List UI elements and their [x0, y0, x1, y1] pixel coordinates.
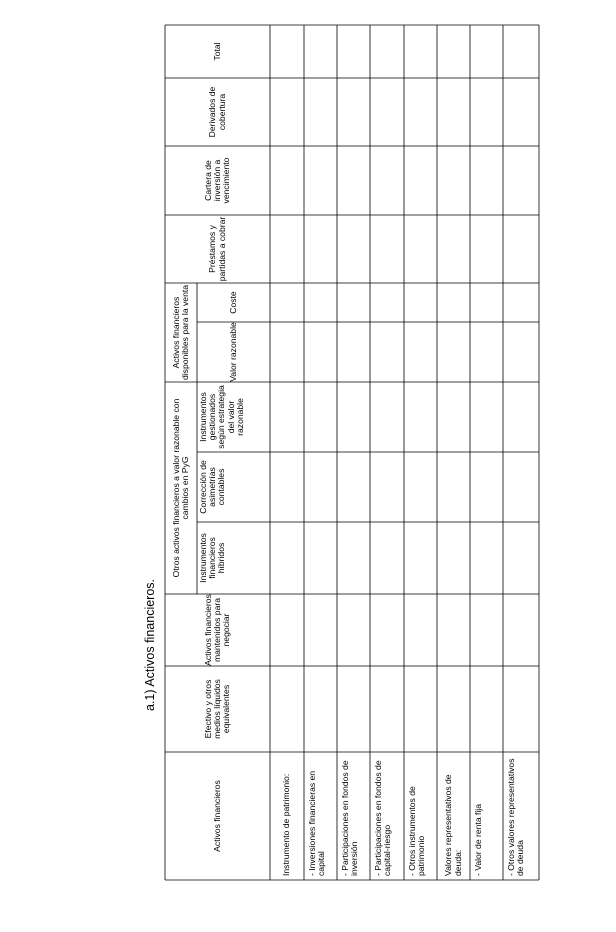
- header-derivados-cobertura: Derivados de cobertura: [207, 86, 227, 138]
- header-disponibles-venta-group: Activos financieros disponibles para la venta: [170, 284, 190, 381]
- header-instrumentos-gestionados: Instrumentos gestionados según estrategia del valor razonable: [198, 385, 245, 449]
- header-mantenidos-negociar: Activos financieros mantenidos para negociar: [202, 594, 232, 666]
- row-label: - Valor de renta fija: [473, 804, 483, 876]
- row-label: Valores representativos de deuda:: [443, 774, 463, 876]
- header-total: Total: [211, 42, 222, 61]
- header-cartera-vencimiento: Cartera de inversión a vencimiento: [202, 157, 232, 204]
- header-otros-activos-group: Otros activos financieros a valor razonable con cambios en PyG: [170, 398, 190, 578]
- section-title: a.1) Activos financieros.: [143, 578, 157, 711]
- header-valor-razonable: Valor razonable: [227, 322, 238, 382]
- row-label: - Inversiones financieras en capital: [307, 770, 327, 876]
- header-prestamos: Préstamos y partidas a cobrar: [207, 216, 227, 282]
- row-label: - Otros valores representativos de deuda: [506, 758, 526, 876]
- row-label: - Participaciones en fondos de capital-riesgo: [373, 760, 393, 876]
- header-coste: Coste: [227, 291, 238, 314]
- row-label: - Participaciones en fondos de inversión: [340, 760, 360, 876]
- row-label: - Otros instrumentos de patrimonio: [407, 786, 427, 876]
- header-correccion-asimetrias: Corrección de asimetrías contables: [198, 460, 227, 514]
- header-efectivo: Efectivo y otros medios líquidos equivalentes: [202, 679, 232, 739]
- header-instrumentos-hibridos: Instrumentos financieros híbridos: [198, 533, 227, 583]
- header-activos-financieros: Activos financieros: [211, 780, 222, 852]
- row-label: Instrumento de patrimonio:: [281, 773, 292, 876]
